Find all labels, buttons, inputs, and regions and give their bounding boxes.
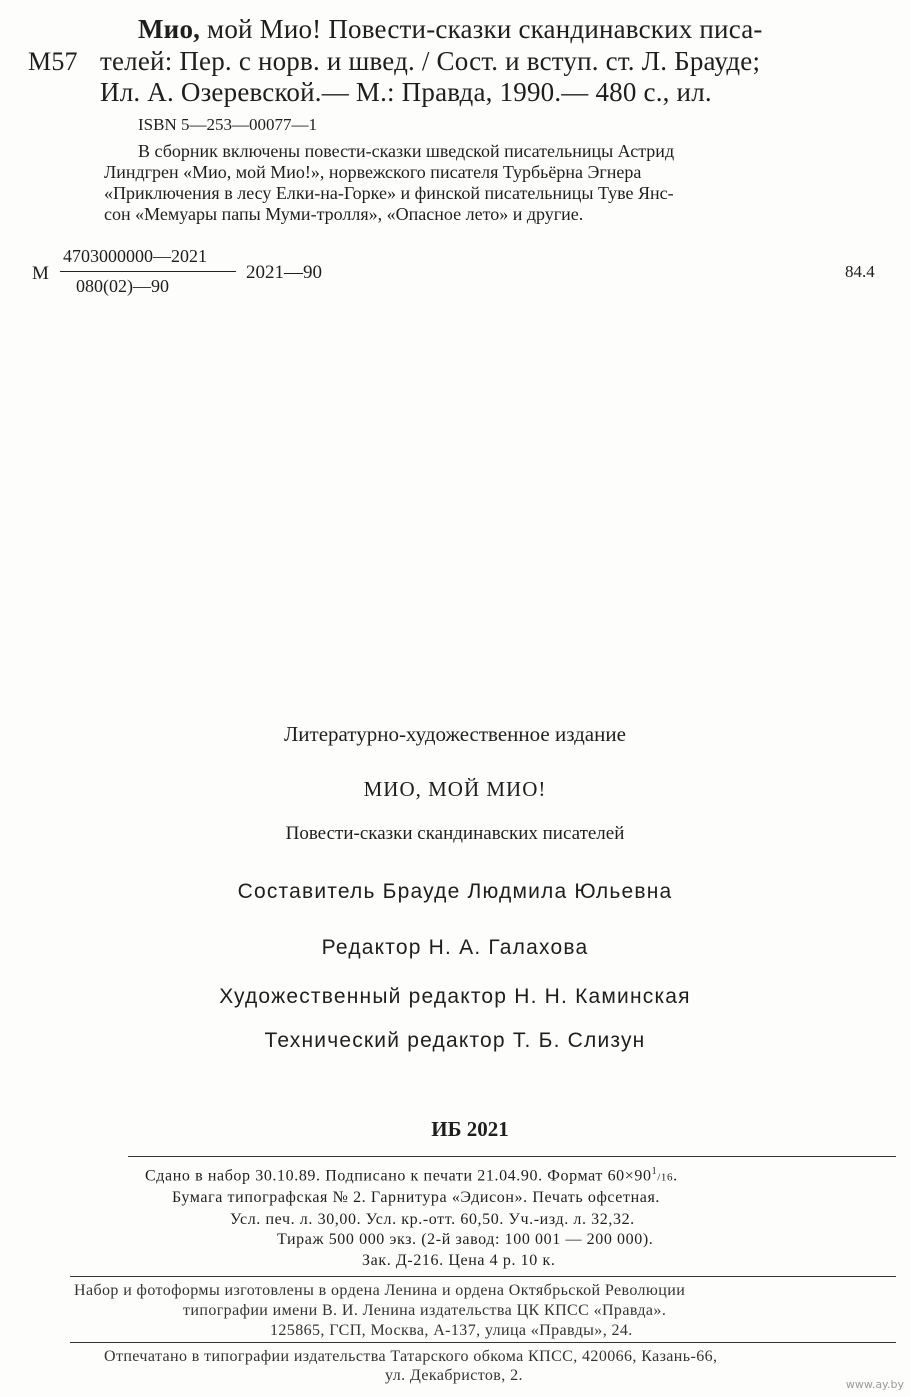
fraction-line [60, 271, 236, 272]
printing-line-2: типографии имени В. И. Ленина издательства ЦК КПСС «Правда». [183, 1302, 667, 1319]
bib-line-1 [138, 14, 763, 44]
printing-rule-2 [70, 1342, 896, 1343]
bib-line-2: телей: Пер. с норв. и швед. / Сост. и вступ. ст. Л. Брауде; [100, 46, 761, 76]
imprint-line-1-text: Сдано в набор 30.10.89. Подписано к печати 21.04.90. Формат 60×90 [145, 1167, 652, 1185]
imprint-line-3: Усл. печ. л. 30,00. Усл. кр.-отт. 60,50. Уч.-изд. л. 32,32. [230, 1211, 635, 1228]
edition-type: Литературно-художественное издание [284, 722, 626, 746]
isbn: ISBN 5—253—00077—1 [138, 115, 317, 134]
printing-line-5: ул. Декабристов, 2. [385, 1367, 523, 1384]
compiler: Составитель Брауде Людмила Юльевна [237, 880, 673, 903]
imprint-rule-top [128, 1156, 896, 1157]
bbk-code: 84.4 [845, 262, 875, 281]
editor: Редактор Н. А. Галахова [321, 936, 589, 959]
watermark: www.ay.by [845, 1378, 904, 1391]
art-editor: Художественный редактор Н. Н. Каминская [219, 985, 691, 1008]
printing-rule-1 [70, 1276, 896, 1277]
printing-line-4: Отпечатано в типографии издательства Татарского обкома КПСС, 420066, Казань-66, [104, 1348, 718, 1365]
annotation-line-2: Линдгрен «Мио, мой Мио!», норвежского писателя Турбьёрна Эгнера [104, 162, 642, 182]
imprint-line-4: Тираж 500 000 экз. (2-й завод: 100 001 — 200 000). [277, 1231, 654, 1248]
tech-editor: Технический редактор Т. Б. Слизун [264, 1029, 646, 1052]
index-numerator: 4703000000—2021 [63, 246, 207, 266]
annotation-line-1: В сборник включены повести-сказки шведской писательницы Астрид [138, 141, 675, 161]
index-code: 2021—90 [246, 262, 322, 283]
ib-number: ИБ 2021 [431, 1117, 509, 1141]
imprint-line-1-end: . [673, 1167, 678, 1185]
format-sub: /16 [657, 1171, 674, 1184]
printing-line-1: Набор и фотоформы изготовлены в ордена Ленина и ордена Октябрьской Революции [74, 1282, 686, 1299]
catalog-code: М57 [28, 47, 78, 76]
annotation-line-3: «Приключения в лесу Елки-на-Горке» и финской писательницы Туве Янс- [104, 183, 674, 203]
bib-line-3: Ил. А. Озеревской.— М.: Правда, 1990.— 480 с., ил. [100, 77, 712, 107]
bib-title-bold: Мио, [138, 14, 201, 44]
index-letter: М [32, 263, 49, 284]
annotation-line-4: сон «Мемуары папы Муми-тролля», «Опасное лето» и другие. [104, 204, 584, 224]
index-denominator: 080(02)—90 [76, 276, 169, 296]
book-title: МИО, МОЙ МИО! [363, 777, 547, 801]
bib-line-1-rest: мой Мио! Повести-сказки скандинавских писа- [200, 14, 763, 44]
imprint-line-2: Бумага типографская № 2. Гарнитура «Эдисон». Печать офсетная. [172, 1189, 661, 1206]
imprint-line-1 [145, 1166, 678, 1185]
printing-line-3: 125865, ГСП, Москва, А-137, улица «Правды», 24. [270, 1322, 633, 1339]
imprint-line-5: Зак. Д-216. Цена 4 р. 10 к. [362, 1252, 556, 1269]
book-subtitle: Повести-сказки скандинавских писателей [285, 823, 625, 844]
format-sup: 1 [651, 1166, 658, 1177]
